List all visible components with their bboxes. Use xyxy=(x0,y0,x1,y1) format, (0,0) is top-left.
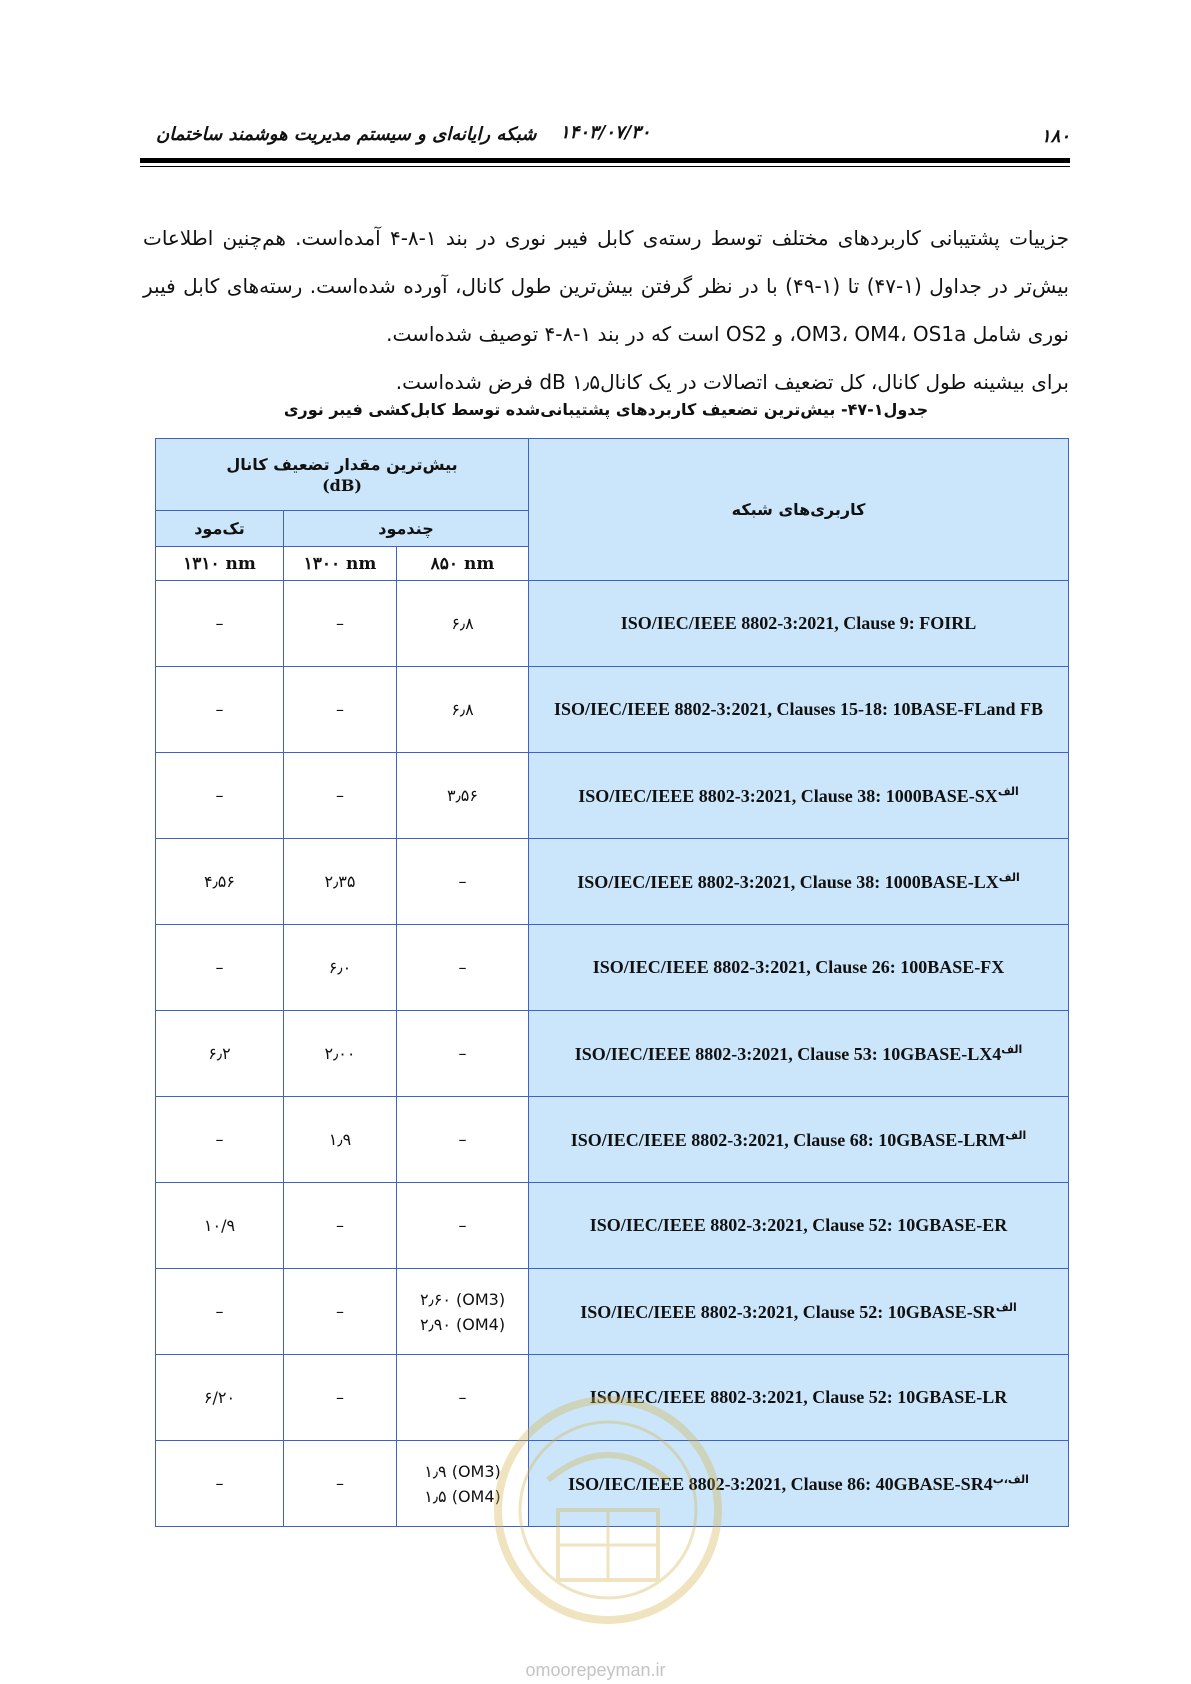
table-row xyxy=(156,1269,1069,1355)
cell-850nm-line1: – xyxy=(458,1216,467,1235)
cell-1300nm: – xyxy=(284,753,397,839)
cell-1300nm: ۱٫۹ xyxy=(284,1097,397,1183)
application-name: ISO/IEC/IEEE 8802-3:2021, Clause 26: 100BASE-FX xyxy=(592,957,1005,977)
cell-850nm-line1: ۳٫۵۶ xyxy=(447,786,478,805)
table-caption: جدول۱-۴۷- بیش‌ترین تضعیف کاربردهای پشتیبانی‌شده توسط کابل‌کشی فیبر نوری xyxy=(283,400,929,419)
cell-application xyxy=(529,925,1069,1011)
cell-1300nm: – xyxy=(284,1269,397,1355)
footnote-mark: الف xyxy=(1005,1128,1027,1142)
header-attenuation-unit: (dB) xyxy=(322,475,362,495)
header-multimode: چندمود xyxy=(284,511,529,547)
cell-850nm-line2: ۱٫۵ (OM4) xyxy=(424,1486,501,1506)
application-name: ISO/IEC/IEEE 8802-3:2021, Clause 52: 10GBASE-LR xyxy=(589,1387,1008,1407)
application-name: ISO/IEC/IEEE 8802-3:2021, Clause 52: 10GBASE-ER xyxy=(589,1215,1008,1235)
cell-1310nm: ۴٫۵۶ xyxy=(156,839,284,925)
header-date: ۱۴۰۳/۰۷/۳۰ xyxy=(560,122,651,143)
footnote-mark: الف xyxy=(995,1300,1017,1314)
cell-1300nm: ۶٫۰ xyxy=(284,925,397,1011)
application-name: ISO/IEC/IEEE 8802-3:2021, Clause 9: FOIRL xyxy=(620,613,977,633)
page-header xyxy=(140,118,1070,148)
cell-application xyxy=(529,1097,1069,1183)
cell-850nm-line1: – xyxy=(458,1130,467,1149)
cell-850nm-line1: – xyxy=(458,1044,467,1063)
application-name: ISO/IEC/IEEE 8802-3:2021, Clause 52: 10GBASE-SR xyxy=(580,1301,996,1322)
cell-1300nm: – xyxy=(284,1441,397,1527)
cell-850nm-line1: ۱٫۹ (OM3) xyxy=(424,1461,501,1481)
paragraph-2: برای بیشینه طول کانال، کل تضعیف اتصالات در یک کانالdB ۱٫۵ فرض شده‌است. xyxy=(395,370,1069,394)
footnote-mark: الف،ب xyxy=(992,1472,1029,1486)
cell-850nm xyxy=(397,925,529,1011)
table-row xyxy=(156,839,1069,925)
cell-1300nm: ۲٫۳۵ xyxy=(284,839,397,925)
cell-1300nm: – xyxy=(284,667,397,753)
table-row xyxy=(156,1011,1069,1097)
cell-1310nm: – xyxy=(156,1097,284,1183)
footnote-mark: الف xyxy=(997,784,1019,798)
cell-850nm-line1: – xyxy=(458,1388,467,1407)
paragraph-1: جزییات پشتیبانی کاربردهای مختلف توسط رسته‌ی کابل فیبر نوری در بند ۱-۸-۴ آمده‌است. هم‌چنین اطلاعات بیش‌تر در جداول (۱-۴۷) تا (۱-۴۹) با در نظر گرفتن بیش‌ترین طول کانال، آورده شده‌است. رسته‌های کابل فیبر نوری شامل OM3، OM4، OS1a، و OS2 است که در بند ۱-۸-۴ توصیف شده‌است. xyxy=(143,226,1069,346)
table-row xyxy=(156,667,1069,753)
table-row xyxy=(156,925,1069,1011)
header-1310nm: ۱۳۱۰ nm xyxy=(156,547,284,581)
cell-850nm xyxy=(397,1097,529,1183)
cell-1310nm: – xyxy=(156,753,284,839)
cell-application xyxy=(529,667,1069,753)
application-name: ISO/IEC/IEEE 8802-3:2021, Clause 68: 10GBASE-LRM xyxy=(570,1129,1006,1150)
cell-1310nm: ۶/۲۰ xyxy=(156,1355,284,1441)
cell-1300nm: – xyxy=(284,1355,397,1441)
cell-1310nm: ۱۰/۹ xyxy=(156,1183,284,1269)
application-name: ISO/IEC/IEEE 8802-3:2021, Clauses 15-18: 10BASE-FLand FB xyxy=(553,699,1044,719)
cell-850nm-line1: ۶٫۸ xyxy=(451,700,474,719)
application-name: ISO/IEC/IEEE 8802-3:2021, Clause 38: 1000BASE-LX xyxy=(577,871,999,892)
header-rule-thin xyxy=(140,166,1070,167)
header-max-attenuation xyxy=(156,439,529,511)
cell-application xyxy=(529,839,1069,925)
application-name: ISO/IEC/IEEE 8802-3:2021, Clause 38: 1000BASE-SX xyxy=(578,785,998,806)
table-row xyxy=(156,581,1069,667)
cell-850nm-line1: ۶٫۸ xyxy=(451,614,474,633)
application-name: ISO/IEC/IEEE 8802-3:2021, Clause 53: 10GBASE-LX4 xyxy=(574,1043,1002,1064)
cell-1310nm: – xyxy=(156,667,284,753)
header-rule-thick xyxy=(140,158,1070,163)
cell-1300nm: ۲٫۰۰ xyxy=(284,1011,397,1097)
cell-application xyxy=(529,1269,1069,1355)
page-number: ۱۸۰ xyxy=(1040,126,1070,147)
cell-850nm-line1: – xyxy=(458,958,467,977)
cell-application xyxy=(529,1011,1069,1097)
application-name: ISO/IEC/IEEE 8802-3:2021, Clause 86: 40GBASE-SR4 xyxy=(568,1473,993,1494)
watermark-seal-icon xyxy=(488,1390,728,1630)
footnote-mark: الف xyxy=(998,870,1020,884)
cell-1310nm: – xyxy=(156,581,284,667)
cell-850nm xyxy=(397,1183,529,1269)
table-row xyxy=(156,1183,1069,1269)
header-singlemode: تک‌مود xyxy=(156,511,284,547)
header-applications: کاربری‌های شبکه xyxy=(529,439,1069,581)
cell-1310nm: – xyxy=(156,1269,284,1355)
cell-850nm xyxy=(397,667,529,753)
cell-1310nm: – xyxy=(156,1441,284,1527)
watermark-site: omoorepeyman.ir xyxy=(525,1660,666,1680)
cell-1310nm: ۶٫۲ xyxy=(156,1011,284,1097)
cell-850nm xyxy=(397,1269,529,1355)
body-text xyxy=(143,214,1069,406)
cell-850nm xyxy=(397,1011,529,1097)
footnote-mark: الف xyxy=(1001,1042,1023,1056)
cell-850nm xyxy=(397,581,529,667)
cell-application xyxy=(529,581,1069,667)
table-row xyxy=(156,753,1069,839)
table-row xyxy=(156,1097,1069,1183)
cell-850nm-line2: ۲٫۹۰ (OM4) xyxy=(419,1314,506,1334)
cell-850nm-line1: ۲٫۶۰ (OM3) xyxy=(419,1289,506,1309)
cell-application xyxy=(529,1183,1069,1269)
cell-850nm xyxy=(397,753,529,839)
header-850nm: ۸۵۰ nm xyxy=(397,547,529,581)
header-attenuation-label: بیش‌ترین مقدار تضعیف کانال xyxy=(226,454,458,474)
cell-1300nm: – xyxy=(284,1183,397,1269)
cell-application xyxy=(529,753,1069,839)
header-1300nm: ۱۳۰۰ nm xyxy=(284,547,397,581)
cell-850nm-line1: – xyxy=(458,872,467,891)
cell-1300nm: – xyxy=(284,581,397,667)
cell-850nm xyxy=(397,839,529,925)
attenuation-table xyxy=(155,438,1069,1527)
cell-1310nm: – xyxy=(156,925,284,1011)
header-title: شبکه رایانه‌ای و سیستم مدیریت هوشمند ساختمان xyxy=(156,124,537,145)
